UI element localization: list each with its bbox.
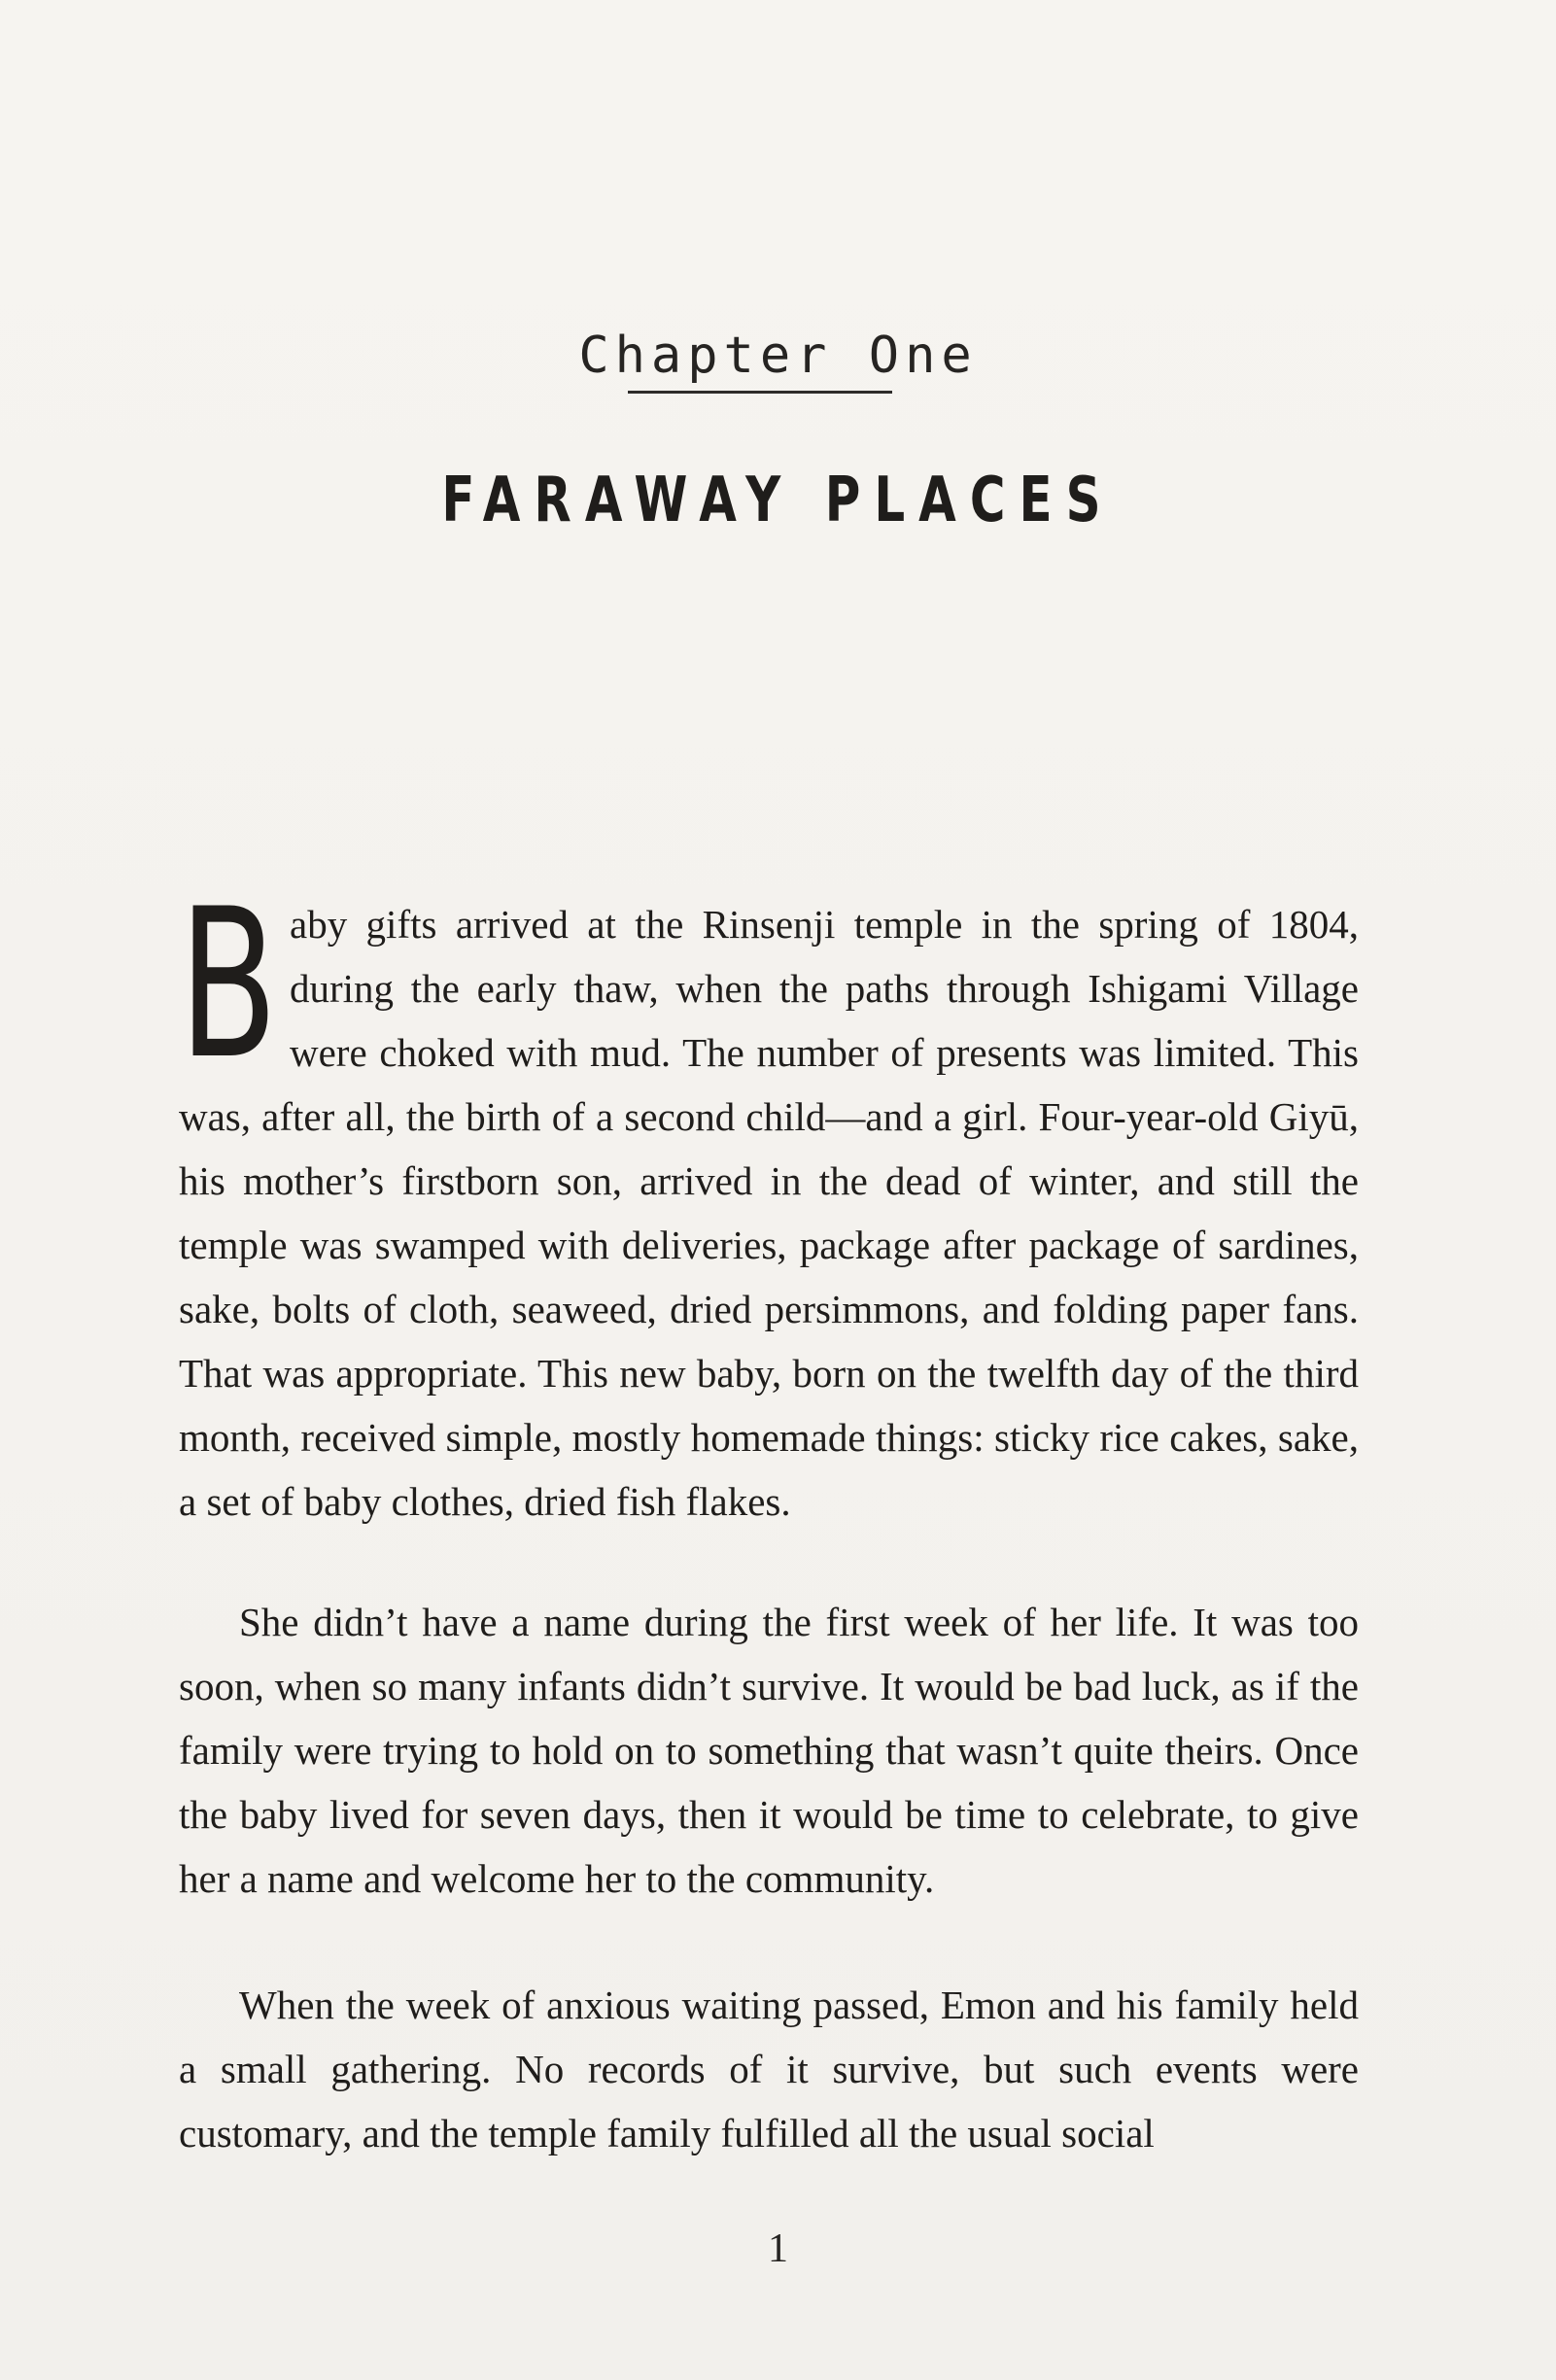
page-number: 1 — [768, 2226, 788, 2271]
chapter-title: FARAWAY PLACES — [441, 465, 1115, 536]
chapter-rule — [628, 391, 892, 394]
paragraph-3: When the week of anxious waiting passed, Emon and his family held a small gathering. No records of it survive, but such events were customary, and the temple family fulfilled all the usual social — [179, 1983, 1359, 2156]
chapter-label: Chapter One — [578, 327, 978, 385]
drop-cap: B — [179, 864, 278, 1104]
paragraph-1 — [179, 864, 1359, 1534]
paragraph-1-text: aby gifts arrived at the Rinsenji temple in the spring of 1804, during the early thaw, when the paths through Ishigami Village were choked with mud. The number of presents was limited. This was, after all, the birth of a second child—and a girl. Four-year-old Giyū, his mother’s firstborn son, arrived in the dead of winter, and still the temple was swamped with deliveries, package after package of sardines, sake, bolts of cloth, seaweed, dried persimmons, and folding paper fans. That was appropriate. This new baby, born on the twelfth day of the third month, received simple, mostly homemade things: sticky rice cakes, sake, a set of baby clothes, dried fish flakes. — [179, 902, 1359, 1524]
paragraph-2: She didn’t have a name during the first week of her life. It was too soon, when so many infants didn’t survive. It would be bad luck, as if the family were trying to hold on to something that wasn’t quite theirs. Once the baby lived for seven days, then it would be time to celebrate, to give her a name and welcome her to the community. — [179, 1600, 1359, 1901]
